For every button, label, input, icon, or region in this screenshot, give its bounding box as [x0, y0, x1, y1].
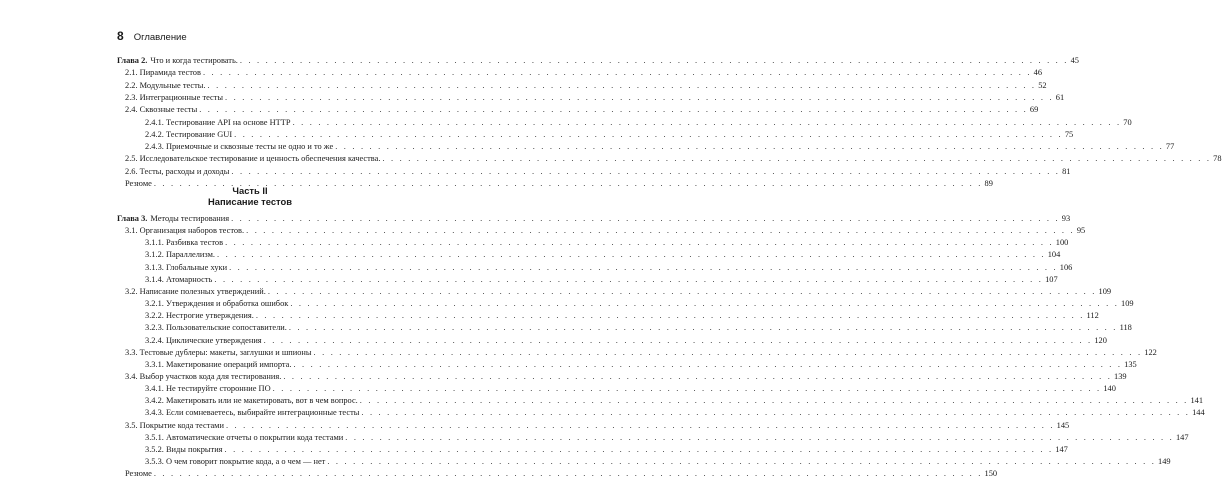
- page-header: [117, 29, 187, 43]
- toc-page-number: 120: [1094, 335, 1107, 345]
- toc-page-number: 112: [1086, 311, 1099, 321]
- toc-page-number: 106: [1059, 262, 1073, 272]
- toc-page-number: 70: [1123, 117, 1132, 127]
- toc-entry: [117, 213, 1071, 225]
- toc-entry-title: 3.1.3. Глобальные хуки: [145, 262, 228, 272]
- toc-leader-dots: [290, 298, 1119, 310]
- toc-leader-dots: [226, 420, 1055, 432]
- toc-leader-dots: [208, 80, 1037, 92]
- part-title: Написание тестов: [207, 196, 293, 207]
- toc-entry-title: 3.3. Тестовые дублеры: макеты, заглушки и шпионы: [125, 347, 312, 357]
- toc-leader-dots: [199, 104, 1028, 116]
- toc-leader-dots: [293, 359, 1122, 371]
- toc-chapter-label: Глава 2.: [117, 56, 148, 65]
- toc-page-number: 81: [1062, 166, 1071, 176]
- toc-page-number: 141: [1190, 396, 1204, 406]
- toc-entry-title: 3.5.1. Автоматические отчеты о покрытии кода тестами: [145, 432, 344, 442]
- toc-entry: [117, 67, 1043, 79]
- toc-entry: [117, 322, 1132, 334]
- toc-page-number: 150: [984, 469, 998, 479]
- part-heading: [117, 185, 383, 207]
- toc-entry: [117, 420, 1070, 432]
- toc-entry-title: 2.4.1. Тестирование API на основе HTTP: [145, 117, 291, 127]
- toc-entry-title: 3.4.1. Не тестируйте сторонние ПО: [145, 384, 271, 394]
- toc-page-number: 78: [1213, 154, 1222, 164]
- toc-leader-dots: [335, 141, 1164, 153]
- toc-page-number: 75: [1064, 129, 1074, 139]
- toc-page-number: 45: [1070, 56, 1079, 65]
- toc-entry: [117, 249, 1061, 261]
- toc-leader-dots: [240, 55, 1069, 67]
- toc-entry-title: 2.4.2. Тестирование GUI: [145, 129, 233, 139]
- toc-leader-dots: [256, 310, 1085, 322]
- toc-entry-title: 3.5. Покрытие кода тестами: [125, 420, 224, 430]
- toc-page-number: 109: [1121, 299, 1134, 309]
- toc-page-number: 118: [1119, 323, 1132, 333]
- toc-entry: [117, 432, 1189, 444]
- toc-entry-title: Что и когда тестировать.: [150, 56, 238, 65]
- toc-leader-dots: [203, 67, 1032, 79]
- toc-entry: [117, 274, 1058, 286]
- toc-entry: [117, 225, 1086, 237]
- toc-page-number: 107: [1045, 274, 1058, 284]
- toc-entry: [117, 153, 1222, 165]
- toc-entry-title: 3.5.2. Виды покрытия: [145, 444, 223, 454]
- toc-entry-title: 2.1. Пирамида тестов: [125, 68, 201, 78]
- page-number: 8: [117, 29, 124, 43]
- toc-leader-dots: [361, 407, 1190, 419]
- toc-leader-dots: [273, 383, 1102, 395]
- toc-entry-title: 3.1.2. Параллелизм.: [145, 250, 216, 260]
- toc-entry-title: 3.5.3. О чем говорит покрытие кода, а о чем — нет: [145, 457, 326, 466]
- toc-entry: [117, 55, 1079, 67]
- toc-entry-title: 3.2.3. Пользовательские сопоставители.: [145, 323, 287, 333]
- toc-entry: [117, 104, 1039, 116]
- toc-entry: [117, 166, 1071, 178]
- toc-entry: [117, 286, 1112, 298]
- toc-page-number: 61: [1055, 92, 1065, 102]
- toc-entry: [117, 371, 1127, 383]
- toc-leader-dots: [382, 153, 1211, 165]
- toc-entry: [117, 359, 1137, 371]
- toc-leader-dots: [217, 249, 1046, 261]
- toc-entry-title: 3.4.3. Если сомневаетесь, выбирайте интеграционные тесты: [145, 408, 360, 418]
- toc-entry-title: 3.4.2. Макетировать или не макетировать, вот в чем вопрос.: [145, 396, 358, 406]
- toc-page-number: 147: [1175, 432, 1189, 442]
- toc-chapter-label: Глава 3.: [117, 214, 148, 223]
- toc-page-number: 95: [1076, 226, 1086, 236]
- toc-page-number: 147: [1055, 444, 1068, 454]
- toc-entry: [117, 383, 1116, 395]
- toc-page-number: 144: [1192, 408, 1205, 418]
- toc-entry: [117, 468, 998, 480]
- toc-leader-dots: [225, 92, 1054, 104]
- toc-entry: [117, 347, 1157, 359]
- toc-page-number: 100: [1055, 238, 1069, 248]
- toc-entry-title: 2.4.3. Приемочные и сквозные тесты не одно и то же: [145, 142, 334, 152]
- toc-page-number: 140: [1103, 384, 1116, 394]
- toc-leader-dots: [289, 322, 1118, 334]
- toc-entry-title: 3.1.1. Разбивка тестов: [145, 238, 224, 248]
- toc-page-number: 109: [1098, 286, 1112, 296]
- toc-entry: [117, 237, 1069, 249]
- toc-entry: [117, 262, 1073, 274]
- toc-page-number: 69: [1029, 105, 1039, 115]
- toc-entry: [117, 310, 1099, 322]
- toc-entry-title: Методы тестирования: [150, 214, 230, 223]
- toc-page-number: 139: [1114, 371, 1127, 381]
- toc-leader-dots: [229, 262, 1058, 274]
- toc-leader-dots: [231, 213, 1060, 225]
- toc-leader-dots: [231, 166, 1060, 178]
- toc-entry: [117, 335, 1107, 347]
- toc-page-number: 135: [1124, 359, 1137, 369]
- toc-page-number: 149: [1158, 457, 1171, 466]
- toc-entry: [117, 407, 1205, 419]
- toc-entry: [117, 92, 1065, 104]
- toc-entry-title: 2.3. Интеграционные тесты: [125, 92, 224, 102]
- toc-leader-dots: [360, 395, 1189, 407]
- running-head: Оглавление: [133, 32, 187, 43]
- toc-page-number: 122: [1144, 347, 1157, 357]
- toc-leader-dots: [283, 371, 1112, 383]
- toc-leader-dots: [154, 468, 983, 480]
- toc-entry-title: 3.2. Написание полезных утверждений.: [125, 286, 266, 296]
- toc-leader-dots: [264, 335, 1093, 347]
- toc-leader-dots: [246, 225, 1075, 237]
- toc-leader-dots: [345, 432, 1174, 444]
- toc-leader-dots: [214, 274, 1043, 286]
- toc-entry-title: 2.4. Сквозные тесты: [125, 105, 198, 115]
- toc-entry: [117, 395, 1204, 407]
- toc-page-number: 145: [1056, 420, 1070, 430]
- toc-page-number: 52: [1038, 80, 1047, 90]
- toc-leader-dots: [225, 237, 1054, 249]
- toc-leader-dots: [234, 129, 1063, 141]
- toc-entry: [117, 298, 1134, 310]
- toc-entry: [117, 141, 1175, 153]
- toc-leader-dots: [314, 347, 1143, 359]
- toc-entry-title: 3.4. Выбор участков кода для тестирования.: [125, 371, 282, 381]
- toc-entry-title: 2.2. Модульные тесты.: [125, 80, 206, 90]
- toc-entry-title: 3.2.2. Нестрогие утверждения.: [145, 311, 254, 321]
- toc-page-number: 104: [1047, 250, 1061, 260]
- toc-entry: [117, 80, 1047, 92]
- toc-entry-title: 3.1.4. Атомарность: [145, 274, 213, 284]
- toc-leader-dots: [268, 286, 1097, 298]
- toc-entry-title: 3.2.4. Циклические утверждения: [145, 335, 262, 345]
- toc-leader-dots: [225, 444, 1054, 456]
- toc-page-number: 77: [1165, 142, 1175, 152]
- toc-entry: [117, 117, 1132, 129]
- toc-entry: [117, 129, 1074, 141]
- toc-page-number: 93: [1061, 214, 1071, 223]
- toc-entry-title: Резюме: [125, 179, 152, 188]
- toc-entry: [117, 456, 1171, 468]
- toc-leader-dots: [327, 456, 1156, 468]
- toc-entry: [117, 444, 1068, 456]
- toc-entry-title: 3.1. Организация наборов тестов.: [125, 226, 245, 236]
- toc-page-number: 46: [1033, 68, 1043, 78]
- toc-entry-title: 2.5. Исследовательское тестирование и ценность обеспечения качества.: [125, 154, 381, 164]
- toc-page-number: 89: [984, 179, 993, 188]
- toc-leader-dots: [293, 117, 1122, 129]
- part-label: Часть II: [232, 185, 268, 196]
- toc-entry-title: Резюме: [125, 469, 152, 479]
- toc-entry-title: 3.3.1. Макетирование операций импорта.: [145, 359, 292, 369]
- toc-entry-title: 3.2.1. Утверждения и обработка ошибок: [145, 299, 289, 309]
- toc-entry-title: 2.6. Тесты, расходы и доходы: [125, 166, 230, 176]
